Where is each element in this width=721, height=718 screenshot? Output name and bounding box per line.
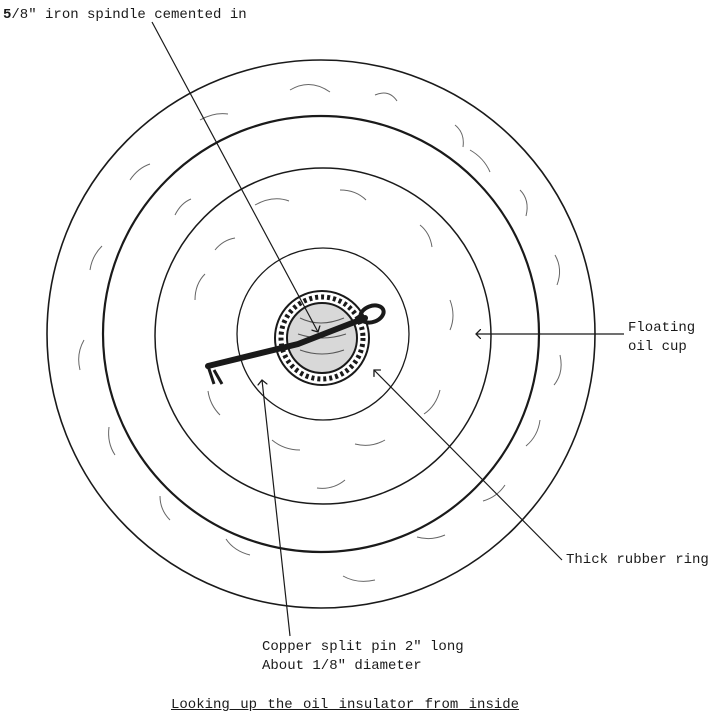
pin-split-ends [208, 366, 222, 384]
oil-cup-label-line1: Floating [628, 320, 696, 336]
spindle-leader-line [152, 22, 318, 332]
rubber-ring-leader-line [374, 370, 562, 560]
spindle-label-prefix: 5 [3, 7, 12, 23]
iron-spindle [275, 291, 369, 385]
figure-caption: Looking up the oil insulator from inside [171, 697, 520, 713]
spindle-label [3, 6, 247, 25]
oil-cup-label [628, 319, 695, 357]
split-pin-leader-line [262, 380, 290, 636]
split-pin-label [262, 638, 464, 676]
split-pin-label-line1: Copper split pin 2" long [262, 639, 464, 655]
spindle-label-text: /8" iron spindle cemented in [11, 7, 247, 23]
oil-cup-label-line2: oil cup [628, 339, 687, 355]
rubber-ring-label: Thick rubber ring [566, 552, 709, 568]
pin-eye [358, 302, 386, 325]
split-pin-label-line2: About 1/8" diameter [262, 658, 422, 674]
